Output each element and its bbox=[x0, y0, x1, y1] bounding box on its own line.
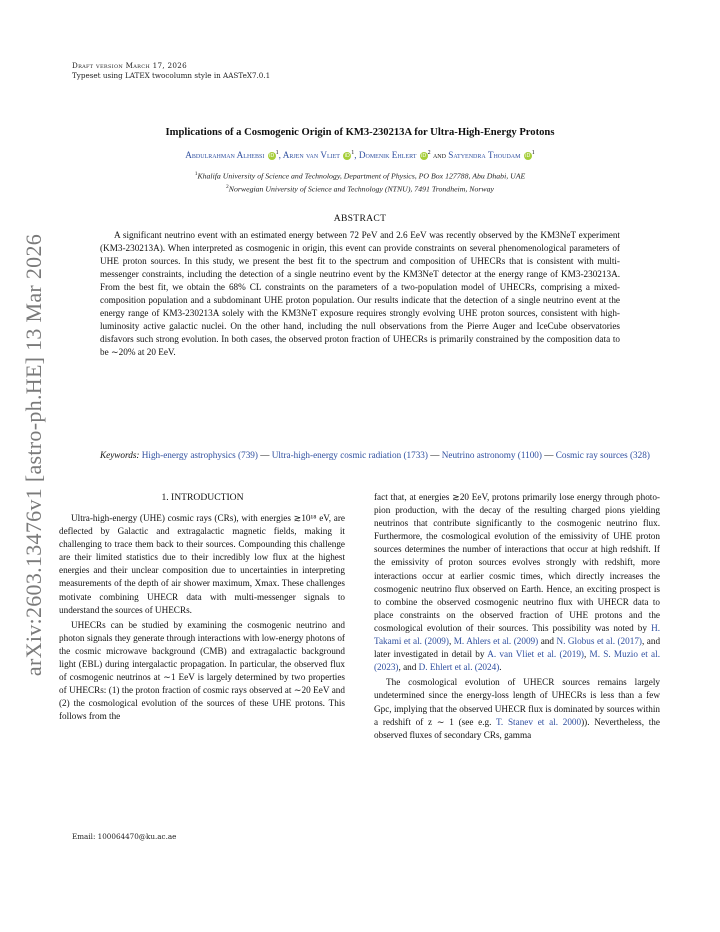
author-list: Abdulrahman Alhebsi $iD^1$, Arjen van Vliet $iD^1$, Domenik Ehlert $iD^2$ and Satyendra Thoudam $iD^1$ bbox=[185, 150, 535, 161]
citation-link[interactable]: T. Stanev et al. 2000 bbox=[495, 716, 582, 727]
keyword-link[interactable]: High-energy astrophysics (739) bbox=[141, 450, 258, 460]
intro-paragraph-4: The cosmological evolution of UHECR sources remains largely undetermined since the energy-loss length of UHECRs is less than a few Gpc, implying that the observed UHECR flux is dominated by sources within a redshift of z ∼ 1 (see e.g. T. Stanev et al. 2000)). Nevertheless, the observed fluxes of secondary CRs, gamma bbox=[374, 677, 660, 740]
section-heading-introduction: 1. INTRODUCTION bbox=[161, 492, 244, 503]
left-column bbox=[59, 512, 345, 726]
orcid-icon[interactable]: iD bbox=[268, 153, 275, 160]
citation-link[interactable]: D. Ehlert et al. (2024) bbox=[418, 662, 500, 673]
header-draft-info bbox=[72, 61, 270, 81]
footer-email: Email: 100064470@ku.ac.ae bbox=[72, 832, 177, 841]
affiliation-2: $^2$Norwegian University of Science and Technology (NTNU), 7491 Trondheim, Norway bbox=[226, 184, 494, 194]
orcid-icon[interactable]: iD bbox=[525, 153, 531, 160]
keywords-label: Keywords: bbox=[100, 450, 140, 460]
authors-conjunction: and bbox=[432, 150, 446, 161]
intro-paragraph-1: Ultra-high-energy (UHE) cosmic rays (CRs), with energies ≳10¹⁸ eV, are deflected by Galactic and extragalactic magnetic fields, making it challenging to trace them back to their sources. Compounding this challenge are their limited statistics due to their incredibly low flux at the highest energies and their unclear composition due to uncertainties in interpreting measurements of the depth of air shower maximum, Xmax. These challenges motivate combining UHECR data with multi-messenger signals to understand the sources of UHECRs. bbox=[59, 513, 345, 615]
right-column bbox=[374, 491, 660, 744]
citation-link[interactable]: N. Globus et al. (2017) bbox=[556, 636, 642, 647]
citation-link[interactable]: M. Ahlers et al. (2009) bbox=[453, 636, 539, 647]
abstract-heading: ABSTRACT bbox=[333, 213, 387, 224]
keyword-link[interactable]: Neutrino astronomy (1100) bbox=[441, 450, 542, 460]
author-2[interactable]: Arjen van Vliet $iD^1$ bbox=[282, 150, 355, 161]
keyword-link[interactable]: Cosmic ray sources (328) bbox=[555, 450, 650, 460]
author-3[interactable]: Domenik Ehlert $iD^2$ bbox=[358, 150, 431, 161]
citation-link[interactable]: M. S. Muzio et al. (2023) bbox=[374, 649, 660, 673]
author-1[interactable]: Abdulrahman Alhebsi $iD^1$ bbox=[185, 150, 279, 161]
draft-version-label: Draft version March 17, 2026 bbox=[72, 61, 188, 70]
abstract-text: A significant neutrino event with an estimated energy between 72 PeV and 2.6 EeV was recently observed by the KM3NeT experiment (KM3-230213A). When interpreted as cosmogenic in origin, this event can provide constraints on several phenomenological parameters of UHE proton sources. In this study, we present the best fit to the spectrum and composition of UHECRs that is consistent with multi-messenger constraints, including the detection of a single neutrino event by the KM3NeT detector at the energy range of KM3-230213A. From the best fit, we obtain the 68% CL constraints on the parameters of a two-population model of UHECRs, comprising a mixed-composition population and a subdominant UHE proton population. Our results indicate that the detection of a single neutrino event at the energy range of KM3-230213A solely with the KM3NeT exposure requires strongly evolving UHE proton sources, consistent with high-luminosity active galactic nuclei. On the other hand, including the null observations from the Pierre Auger and IceCube observatories disfavors such strong evolution. In both cases, the observed proton fraction of UHECRs is primarily constrained by the composition data to be ∼20% at 20 EeV. bbox=[100, 230, 620, 358]
keyword-link[interactable]: Ultra-high-energy cosmic radiation (1733) bbox=[271, 450, 428, 460]
arxiv-identifier: arXiv:2603.13476v1 [astro-ph.HE] 13 Mar 2026 bbox=[21, 233, 46, 677]
orcid-icon[interactable]: iD bbox=[421, 153, 427, 160]
orcid-icon[interactable]: iD bbox=[344, 153, 350, 160]
citation-link[interactable]: H. Takami et al. (2009) bbox=[374, 622, 660, 647]
citation-link[interactable]: A. van Vliet et al. (2019) bbox=[487, 649, 584, 660]
typeset-label: Typeset using LATEX twocolumn style in AASTeX7.0.1 bbox=[72, 71, 271, 80]
paper-title: Implications of a Cosmogenic Origin of KM3-230213A for Ultra-High-Energy Protons bbox=[165, 127, 555, 138]
affiliation-1: $^1$Khalifa University of Science and Technology, Department of Physics, PO Box 127788, Abu Dhabi, UAE bbox=[194, 171, 526, 181]
author-4[interactable]: Satyendra Thoudam $iD^1$ bbox=[448, 150, 535, 161]
intro-paragraph-2: UHECRs can be studied by examining the cosmogenic neutrino and photon signals they generate through interactions with low-energy photons of the cosmic microwave background (CMB) and extragalactic background light (EBL) during intergalactic propagation. In particular, the observed flux of cosmogenic neutrinos at ∼1 EeV is largely determined by two properties of UHECRs: (1) the proton fraction of cosmic rays observed at ∼20 EeV and (2) the cosmological evolution of the sources of these UHE protons. This follows from the bbox=[59, 619, 345, 722]
keywords: Keywords: High-energy astrophysics (739) — Ultra-high-energy cosmic radiation (1733) — Neutrino astronomy (1100) — Cosmic ray sources (328) bbox=[100, 450, 650, 460]
intro-paragraph-3: fact that, at energies ≳20 EeV, protons primarily lose energy through photo-pion production, with the decay of the resulting charged pions yielding neutrinos that contribute significantly to the cosmogenic neutrino flux. Furthermore, the cosmological evolution of the emissivity of UHE proton sources determines the number of interactions that occur at high redshift. If the emissivity of proton sources evolves strongly with redshift, more interactions occur at earlier cosmic times, which directly increases the cosmogenic neutrino flux observed on Earth. Hence, an exciting prospect is to combine the observed cosmogenic neutrino flux with UHECR data to place constraints on the observed fraction of UHE protons and the cosmological evolution of their sources. This possibility was noted by H. Takami et al. (2009), M. Ahlers et al. (2009) and N. Globus et al. (2017), and later investigated in detail by A. van Vliet et al. (2019), M. S. Muzio et al. (2023), and D. Ehlert et al. (2024). bbox=[374, 492, 661, 673]
arxiv-sidebar-stamp bbox=[14, 225, 54, 685]
